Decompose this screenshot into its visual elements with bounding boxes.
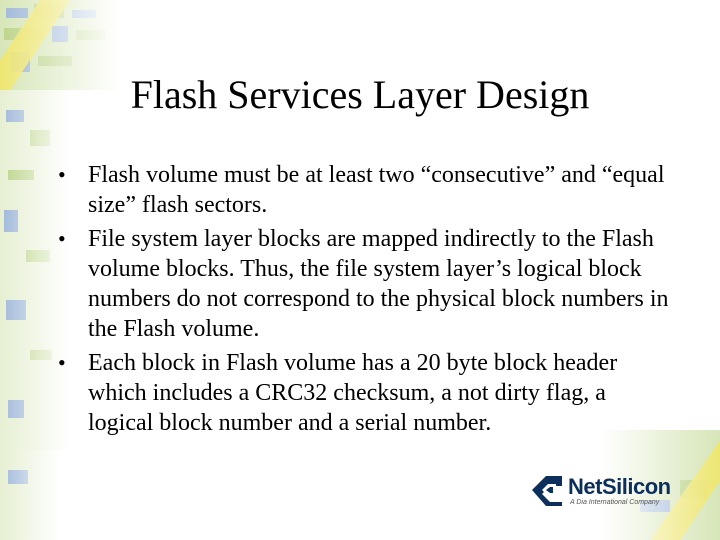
bullet-marker: • — [58, 226, 66, 251]
bullet-list — [55, 160, 675, 442]
netsilicon-logo — [528, 466, 678, 516]
bullet-marker: • — [58, 162, 66, 187]
logo-tagline: A Dia International Company — [570, 499, 660, 506]
corner-pattern-bottom-left — [0, 450, 60, 540]
slide-title: Flash Services Layer Design — [130, 72, 590, 117]
netsilicon-logo-icon — [528, 472, 566, 508]
bullet-text: Each block in Flash volume has a 20 byte block header which includes a CRC32 checksum, a not dirty flag, a logical block number and a serial number. — [88, 350, 618, 436]
bullet-item — [55, 224, 675, 344]
bullet-item — [55, 348, 675, 438]
bullet-text: File system layer blocks are mapped indirectly to the Flash volume blocks. Thus, the file system layer’s logical block numbers do not correspond to the physical block numbers in the Flash volume. — [88, 226, 669, 342]
bullet-text: Flash volume must be at least two “consecutive” and “equal size” flash sectors. — [88, 162, 665, 218]
bullet-item — [55, 160, 675, 220]
logo-wordmark: NetSilicon — [568, 474, 671, 499]
bullet-marker: • — [58, 350, 66, 375]
